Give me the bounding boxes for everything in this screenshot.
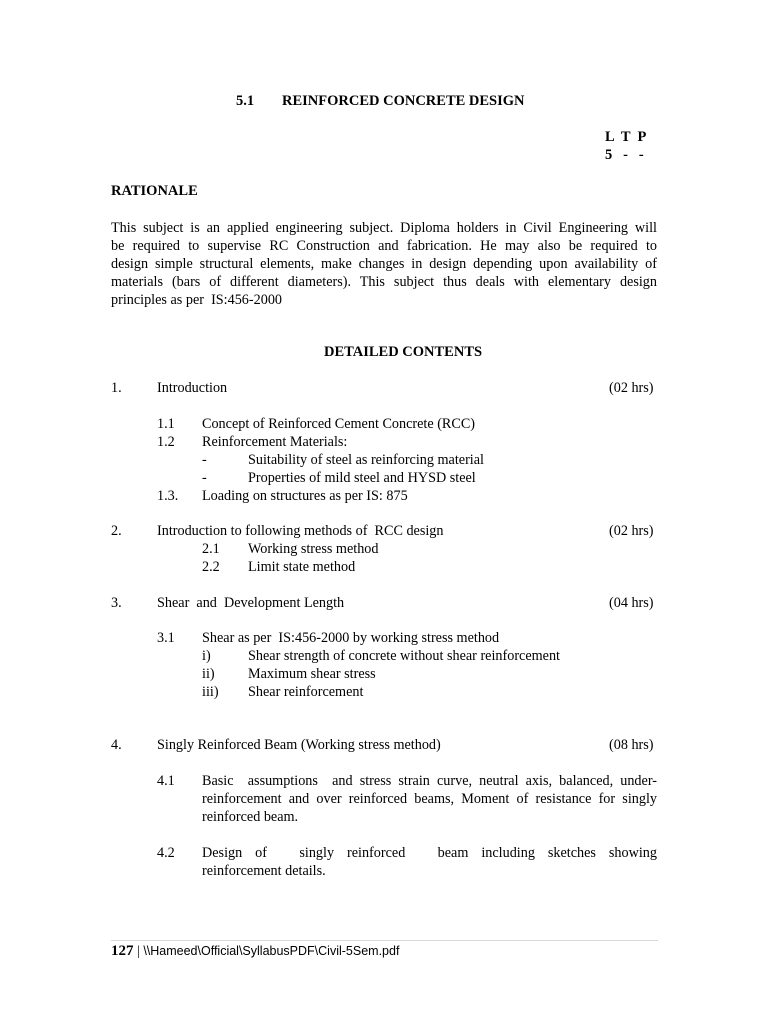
file-path: \\Hameed\Official\SyllabusPDF\Civil-5Sem.pdf bbox=[143, 944, 400, 958]
subtopic-number: 2.1 bbox=[202, 541, 220, 557]
unit-hours: (08 hrs) bbox=[609, 737, 654, 753]
unit-title: Shear and Development Length bbox=[157, 595, 345, 611]
subtopic-line: reinforcement and over reinforced beams, Moment of resistance for singly bbox=[202, 791, 657, 807]
rationale-line: principles as per IS:456-2000 bbox=[111, 292, 283, 308]
unit-number: 3. bbox=[111, 595, 122, 611]
ltp-header: L T P bbox=[605, 129, 647, 145]
subtopic-text: Limit state method bbox=[248, 559, 356, 575]
bullet-dash: - bbox=[202, 452, 207, 468]
subtopic-text: Maximum shear stress bbox=[248, 666, 376, 682]
page-title: REINFORCED CONCRETE DESIGN bbox=[282, 93, 525, 109]
bullet-text: Suitability of steel as reinforcing material bbox=[248, 452, 484, 468]
subtopic-text: Concept of Reinforced Cement Concrete (RCC) bbox=[202, 416, 476, 432]
page-footer bbox=[111, 942, 399, 961]
page-number: 127 bbox=[111, 943, 134, 959]
subtopic-line: reinforcement details. bbox=[202, 863, 326, 879]
footer-separator: | bbox=[137, 944, 140, 959]
rationale-line: This subject is an applied engineering subject. Diploma holders in Civil Engineering will bbox=[111, 220, 657, 236]
roman-numeral: ii) bbox=[202, 666, 215, 682]
subtopic-text: Reinforcement Materials: bbox=[202, 434, 348, 450]
roman-numeral: i) bbox=[202, 648, 211, 664]
rationale-line: be required to supervise RC Construction and fabrication. He may also be required to bbox=[111, 238, 657, 254]
unit-number: 2. bbox=[111, 523, 122, 539]
bullet-dash: - bbox=[202, 470, 207, 486]
unit-hours: (02 hrs) bbox=[609, 380, 654, 396]
bullet-text: Properties of mild steel and HYSD steel bbox=[248, 470, 476, 486]
subtopic-number: 4.2 bbox=[157, 845, 175, 861]
subtopic-paragraph bbox=[202, 772, 657, 826]
contents-heading: DETAILED CONTENTS bbox=[324, 344, 483, 360]
subtopic-number: 4.1 bbox=[157, 773, 175, 789]
subtopic-line: reinforced beam. bbox=[202, 809, 299, 825]
subtopic-text: Loading on structures as per IS: 875 bbox=[202, 488, 408, 504]
subtopic-text: Working stress method bbox=[248, 541, 379, 557]
subtopic-number: 1.1 bbox=[157, 416, 175, 432]
unit-title: Singly Reinforced Beam (Working stress method) bbox=[157, 737, 441, 753]
rationale-line: materials (bars of different diameters). This subject thus deals with elementary design bbox=[111, 274, 657, 290]
rationale-line: design simple structural elements, make changes in design depending upon availability of bbox=[111, 256, 657, 272]
unit-hours: (02 hrs) bbox=[609, 523, 654, 539]
subtopic-number: 2.2 bbox=[202, 559, 220, 575]
unit-number: 4. bbox=[111, 737, 122, 753]
subtopic-line: Design of singly reinforced beam including sketches showing bbox=[202, 845, 657, 861]
rationale-heading: RATIONALE bbox=[111, 183, 198, 199]
section-number: 5.1 bbox=[236, 93, 255, 109]
footer-divider bbox=[111, 940, 658, 941]
subtopic-number: 3.1 bbox=[157, 630, 175, 646]
unit-hours: (04 hrs) bbox=[609, 595, 654, 611]
subtopic-line: Basic assumptions and stress strain curve, neutral axis, balanced, under- bbox=[202, 773, 657, 789]
unit-title: Introduction bbox=[157, 380, 228, 396]
ltp-values: 5 - - bbox=[605, 147, 644, 163]
subtopic-number: 1.3. bbox=[157, 488, 179, 504]
unit-number: 1. bbox=[111, 380, 122, 396]
subtopic-text: Shear strength of concrete without shear reinforcement bbox=[248, 648, 561, 664]
subtopic-text: Shear reinforcement bbox=[248, 684, 364, 700]
rationale-paragraph bbox=[111, 219, 657, 309]
unit-title: Introduction to following methods of RCC design bbox=[157, 523, 444, 539]
subtopic-text: Shear as per IS:456-2000 by working stress method bbox=[202, 630, 500, 646]
roman-numeral: iii) bbox=[202, 684, 219, 700]
subtopic-paragraph bbox=[202, 844, 657, 880]
subtopic-number: 1.2 bbox=[157, 434, 175, 450]
